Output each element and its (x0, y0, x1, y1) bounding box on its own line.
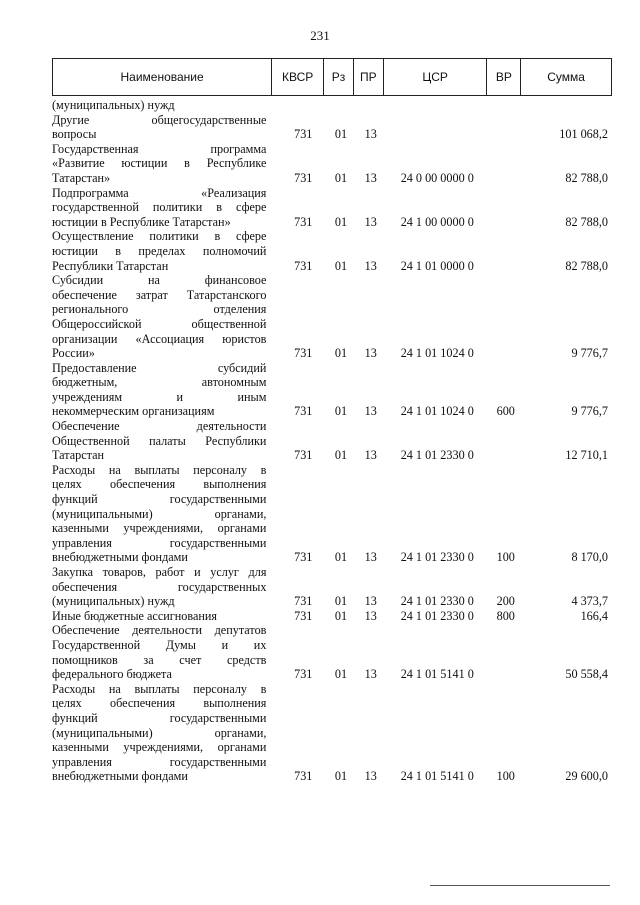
row-pr: 13 (364, 127, 377, 142)
row-name (52, 186, 270, 230)
row-name-line: внебюджетными фондами (52, 769, 188, 784)
row-name (52, 229, 270, 273)
row-name-line: «Развитие юстиции в Республике (52, 156, 267, 171)
row-sum: 82 788,0 (565, 214, 608, 229)
table-row (52, 361, 612, 419)
row-name-line: некоммерческим организациям (52, 404, 215, 419)
row-name-line: Общероссийской общественной (52, 316, 267, 331)
table-row (52, 419, 612, 463)
row-pr: 13 (364, 404, 377, 419)
row-csr: 24 1 01 2330 0 (400, 448, 474, 463)
row-kvsr: 731 (294, 258, 313, 273)
row-name-line: Общественной палаты Республики (52, 433, 267, 448)
table-row (52, 463, 612, 565)
row-kvsr: 731 (294, 594, 313, 609)
row-name-line: юстиции в Республике Татарстан» (52, 214, 231, 229)
row-pr: 13 (364, 667, 377, 682)
row-name (52, 361, 270, 419)
row-rz: 01 (334, 667, 348, 682)
row-pr: 13 (364, 769, 377, 784)
row-kvsr: 731 (294, 608, 313, 623)
page-number: 231 (310, 28, 330, 43)
row-name-line: целях обеспечения выполнения (52, 696, 267, 711)
row-name-line: Обеспечение деятельности депутатов (52, 623, 267, 638)
row-pr: 13 (364, 346, 377, 361)
row-csr: 24 1 01 0000 0 (400, 258, 474, 273)
row-kvsr: 731 (294, 550, 313, 565)
row-name-line: Предоставление субсидий (52, 360, 267, 375)
header-rz: Рз (324, 59, 354, 95)
row-name (52, 419, 270, 463)
row-csr: 24 1 00 0000 0 (400, 214, 474, 229)
footer-divider (430, 885, 610, 886)
row-rz: 01 (334, 550, 348, 565)
row-name-line: Обеспечение деятельности (52, 419, 267, 434)
header-name: Наименование (53, 59, 272, 95)
table-row (52, 142, 612, 186)
table-row (52, 682, 612, 784)
row-name-line: учреждениям и иным (52, 389, 267, 404)
row-pr: 13 (364, 258, 377, 273)
row-kvsr: 731 (294, 346, 313, 361)
row-name-line: Осуществление политики в сфере (52, 229, 267, 244)
row-name-line: федерального бюджета (52, 667, 172, 682)
row-name-line: Субсидии на финансовое (52, 273, 267, 288)
table-row (52, 229, 612, 273)
row-name-line: Республики Татарстан (52, 258, 169, 273)
row-kvsr: 731 (294, 127, 313, 142)
row-name-line: Государственной Думы и их (52, 637, 267, 652)
row-name-line: обеспечения государственных (52, 579, 267, 594)
row-name-line: организации «Ассоциация юристов (52, 331, 267, 346)
row-kvsr: 731 (294, 769, 313, 784)
row-csr: 24 1 01 2330 0 (400, 594, 474, 609)
row-name-line: Государственная программа (52, 141, 267, 156)
row-name-line: Татарстан (52, 448, 105, 463)
row-sum: 12 710,1 (565, 448, 608, 463)
row-sum: 9 776,7 (571, 404, 608, 419)
table-body (52, 98, 612, 784)
row-name-line: (муниципальными) органами, (52, 506, 267, 521)
row-name-line: Закупка товаров, работ и услуг для (52, 565, 267, 579)
row-name-line: Расходы на выплаты персоналу в (52, 462, 267, 477)
row-rz: 01 (334, 127, 348, 142)
row-csr: 24 1 01 2330 0 (400, 608, 474, 623)
table-row (52, 113, 612, 142)
row-name-line: управления государственными (52, 754, 267, 769)
row-name-line: функций государственными (52, 710, 267, 725)
row-name (52, 142, 270, 186)
table-row (52, 98, 612, 113)
row-csr: 24 0 00 0000 0 (400, 170, 474, 185)
row-sum: 29 600,0 (565, 769, 608, 784)
row-name-line: России» (52, 346, 95, 361)
row-kvsr: 731 (294, 448, 313, 463)
row-name-line: (муниципальных) нужд (52, 98, 175, 112)
row-vr: 600 (496, 404, 515, 419)
row-name-line: бюджетным, автономным (52, 375, 267, 390)
row-sum: 101 068,2 (559, 127, 608, 142)
row-name-line: вопросы (52, 127, 97, 142)
row-sum: 4 373,7 (571, 594, 608, 609)
table-row (52, 186, 612, 230)
row-rz: 01 (334, 404, 348, 419)
row-kvsr: 731 (294, 404, 313, 419)
row-csr: 24 1 01 1024 0 (400, 404, 474, 419)
table-row (52, 623, 612, 681)
row-sum: 166,4 (580, 608, 608, 623)
row-sum: 82 788,0 (565, 170, 608, 185)
row-name-line: юстиции в пределах полномочий (52, 243, 267, 258)
row-rz: 01 (334, 346, 348, 361)
row-vr: 100 (496, 769, 515, 784)
row-name (52, 565, 270, 609)
table-row (52, 565, 612, 609)
row-sum: 9 776,7 (571, 346, 608, 361)
row-name-line: Иные бюджетные ассигнования (52, 608, 218, 623)
row-rz: 01 (334, 769, 348, 784)
row-name-line: (муниципальными) органами, (52, 725, 267, 740)
row-rz: 01 (334, 594, 348, 609)
row-name-line: обеспечение затрат Татарстанского (52, 287, 267, 302)
row-pr: 13 (364, 550, 377, 565)
row-name (52, 682, 270, 784)
row-name (52, 609, 270, 624)
row-name (52, 98, 270, 113)
row-csr: 24 1 01 5141 0 (400, 769, 474, 784)
header-sum: Сумма (547, 70, 585, 84)
row-kvsr: 731 (294, 214, 313, 229)
row-name-line: функций государственными (52, 492, 267, 507)
row-sum: 82 788,0 (565, 258, 608, 273)
row-name-line: Татарстан» (52, 170, 111, 185)
row-rz: 01 (334, 214, 348, 229)
table-row (52, 609, 612, 624)
header-vr: ВР (487, 59, 521, 95)
row-pr: 13 (364, 448, 377, 463)
row-pr: 13 (364, 608, 377, 623)
row-name-line: Другие общегосударственные (52, 112, 267, 127)
header-csr: ЦСР (384, 59, 488, 95)
row-name-line: казенными учреждениями, органами (52, 521, 267, 536)
row-name-line: регионального отделения (52, 302, 267, 317)
row-name (52, 623, 270, 681)
row-kvsr: 731 (294, 667, 313, 682)
row-csr: 24 1 01 2330 0 (400, 550, 474, 565)
row-sum: 8 170,0 (571, 550, 608, 565)
row-name-line: внебюджетными фондами (52, 550, 188, 565)
row-name-line: целях обеспечения выполнения (52, 477, 267, 492)
row-name (52, 113, 270, 142)
row-name-line: Подпрограмма «Реализация (52, 185, 267, 200)
row-sum: 50 558,4 (565, 667, 608, 682)
row-kvsr: 731 (294, 170, 313, 185)
row-pr: 13 (364, 594, 377, 609)
row-rz: 01 (334, 608, 348, 623)
header-kvsr: КВСР (272, 59, 324, 95)
row-vr: 200 (496, 594, 515, 609)
row-rz: 01 (334, 258, 348, 273)
row-pr: 13 (364, 214, 377, 229)
row-csr: 24 1 01 5141 0 (400, 667, 474, 682)
row-name-line: Расходы на выплаты персоналу в (52, 681, 267, 696)
row-csr: 24 1 01 1024 0 (400, 346, 474, 361)
row-name (52, 463, 270, 565)
row-name-line: управления государственными (52, 535, 267, 550)
row-rz: 01 (334, 170, 348, 185)
row-name-line: помощников за счет средств (52, 652, 267, 667)
row-name-line: казенными учреждениями, органами (52, 740, 267, 755)
table-row (52, 273, 612, 361)
row-name (52, 273, 270, 361)
row-vr: 100 (496, 550, 515, 565)
header-pr: ПР (354, 59, 384, 95)
row-name-line: (муниципальных) нужд (52, 594, 175, 609)
table-header (52, 58, 612, 96)
row-rz: 01 (334, 448, 348, 463)
row-vr: 800 (496, 608, 515, 623)
row-name-line: государственной политики в сфере (52, 200, 267, 215)
row-pr: 13 (364, 170, 377, 185)
